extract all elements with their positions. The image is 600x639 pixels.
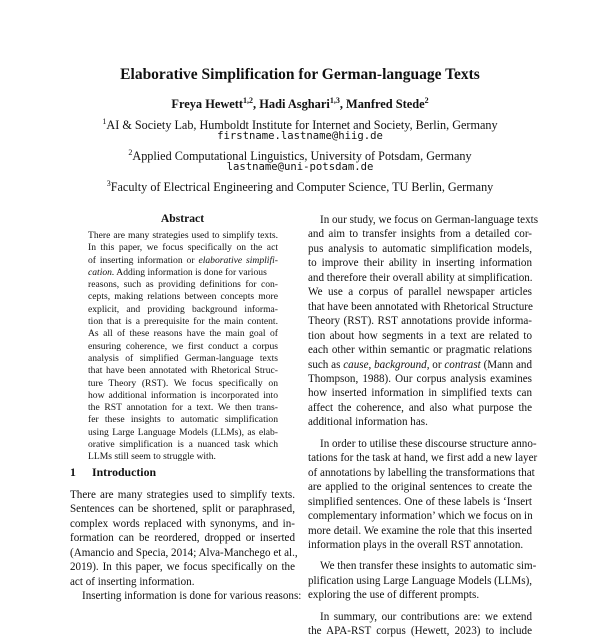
- body-line: Thompson, 1988). Our corpus analysis examines: [308, 372, 532, 385]
- abstract-line: LLMs still seem to struggle with.: [88, 451, 216, 463]
- body-line: [308, 358, 532, 372]
- abstract-line: how additional information is incorporated into: [88, 389, 278, 401]
- author-affiliation-marker: 1,2: [243, 96, 254, 105]
- affiliation-text: AI & Society Lab, Humboldt Institute for Internet and Society, Berlin, Germany: [106, 118, 498, 133]
- intro-line: act of inserting information.: [70, 575, 195, 588]
- abstract-line: the RST annotation for a text. We then trans-: [88, 402, 278, 414]
- abstract-line: explicit, and providing background informa-: [88, 303, 278, 315]
- body-line: to improve their ability in inserting information: [308, 257, 532, 270]
- abstract-line: using Large Language Models (LLMs), as elab-: [88, 426, 278, 438]
- author-separator: ,: [339, 97, 347, 112]
- body-line: that have been annotated with Rhetorical Structure: [308, 300, 533, 313]
- author-affiliation-marker: 2: [424, 96, 429, 105]
- abstract-line: fer these insights to automatic simplification: [88, 414, 278, 426]
- body-line: additional information has.: [308, 416, 428, 429]
- abstract-line: reasons, such as providing definitions for con-: [88, 279, 278, 291]
- body-line: pus analysis to automatic simplification models,: [308, 242, 532, 255]
- body-line: affect the coherence, and also what purpose the: [308, 401, 532, 414]
- abstract-line-text: Adding information is done for various: [114, 266, 267, 278]
- body-line: and therefore their overall ability at simplification.: [308, 271, 533, 284]
- author-name: Freya Hewett: [171, 97, 244, 112]
- intro-line: There are many strategies used to simplify texts.: [70, 489, 295, 501]
- author-affiliation-marker: 1,3: [329, 96, 340, 105]
- intro-line: (Amancio and Specia, 2014; Alva-Manchego et al.,: [70, 546, 298, 559]
- author-name: Hadi Asghari: [259, 97, 330, 112]
- abstract-line: tion that is a prerequisite for the main content.: [88, 316, 278, 328]
- section-heading: [70, 465, 156, 480]
- intro-line: formation can be reordered, dropped or inserted: [70, 532, 295, 545]
- author-separator: ,: [253, 97, 260, 112]
- intro-body: [70, 488, 302, 604]
- intro-line: Inserting information is done for various reasons:: [82, 590, 302, 603]
- relation-term: background: [374, 358, 427, 371]
- body-line: exploring the use of different prompts.: [308, 589, 480, 602]
- body-line: In order to utilise these discourse structure anno-: [320, 437, 537, 450]
- body-line: tion about how segments in a text are related to: [308, 329, 532, 342]
- intro-line: 2019). In this paper, we focus specifically on the: [70, 561, 295, 574]
- abstract-term: cation.: [88, 266, 115, 278]
- body-line: each other within semantic or pragmatic relations: [308, 344, 532, 357]
- relation-term: contrast: [444, 358, 481, 371]
- body-line: are applied to the original sentences to create the: [308, 481, 532, 494]
- body-line: of annotations by labelling the transformations that: [308, 466, 535, 479]
- abstract-line: that have been annotated with Rhetorical Struc-: [88, 365, 278, 377]
- body-line: In summary, our contributions are: we extend: [320, 610, 532, 623]
- abstract-line: [88, 267, 278, 279]
- abstract-line: analysis of simplified German-language texts: [88, 352, 278, 364]
- abstract-term: elaborative simplifi-: [198, 254, 279, 266]
- affiliation-marker: 1: [102, 117, 107, 126]
- affiliation-marker: 3: [106, 179, 111, 188]
- relation-term: cause: [343, 358, 369, 371]
- right-column: [308, 213, 539, 639]
- abstract-line: ensuring coherence, we first conduct a corpus: [88, 340, 278, 352]
- abstract-heading: Abstract: [160, 212, 205, 225]
- body-line: complementary information’ which we focus on in: [308, 510, 533, 523]
- abstract-line: cepts, making relations between concepts more: [88, 291, 278, 303]
- body-line: plification using Large Language Models (LLMs),: [308, 574, 533, 587]
- section-number: 1: [70, 465, 76, 479]
- abstract-line: In this paper, we focus specifically on the act: [88, 242, 278, 254]
- body-line: In our study, we focus on German-language texts: [320, 214, 539, 226]
- affiliation-text: Applied Computational Linguistics, University of Potsdam, Germany: [132, 149, 472, 164]
- body-text: , or: [426, 358, 445, 371]
- body-line: We then transfer these insights to automatic sim-: [320, 560, 537, 573]
- abstract-line: As all of these reasons have the main goal of: [88, 328, 278, 340]
- section-title: Introduction: [92, 465, 157, 479]
- affiliation-text: Faculty of Electrical Engineering and Computer Science, TU Berlin, Germany: [110, 180, 494, 195]
- body-line: information plays in the overall RST annotation.: [308, 538, 524, 551]
- body-text: ,: [368, 358, 375, 371]
- body-line: the APA-RST corpus (Hewett, 2023) to include: [308, 625, 532, 638]
- body-line: and aim to transfer insights from a detailed cor-: [308, 228, 532, 241]
- abstract-line-text: of inserting information or: [88, 254, 195, 266]
- body-text: (Mann and: [480, 358, 532, 371]
- intro-line: Sentences can be shortened, split or paraphrased,: [70, 503, 295, 516]
- author-list: [0, 96, 600, 112]
- body-line: tations for the task at hand, we first add a new layer: [308, 452, 538, 465]
- body-line: how inserted information in simplified texts can: [308, 387, 532, 400]
- affiliation-email[interactable]: lastname@uni-potsdam.de: [226, 161, 374, 173]
- body-line: We use a corpus of parallel newspaper articles: [308, 286, 532, 299]
- body-line: more detail. We examine the role that this inserted: [308, 524, 532, 537]
- paper-title: Elaborative Simplification for German-language Texts: [120, 66, 480, 83]
- affiliation-3: [0, 176, 600, 195]
- body-line: simplified sentences. One of these labels is ‘Insert: [308, 495, 532, 508]
- author-name: Manfred Stede: [346, 97, 425, 112]
- intro-line: complex words replaced with synonyms, and in-: [70, 517, 295, 530]
- abstract-line: orative simplification is a nuanced task which: [88, 439, 278, 451]
- abstract-body: [88, 230, 278, 464]
- abstract-line: ture Theory (RST). We focus specifically on: [88, 377, 278, 389]
- affiliation-email[interactable]: firstname.lastname@hiig.de: [217, 130, 383, 142]
- body-line: Theory (RST). RST annotations provide informa-: [308, 315, 532, 328]
- affiliation-marker: 2: [128, 148, 133, 157]
- abstract-line: [88, 255, 278, 267]
- body-text: such as: [308, 358, 344, 371]
- abstract-line: There are many strategies used to simplify texts.: [88, 230, 278, 241]
